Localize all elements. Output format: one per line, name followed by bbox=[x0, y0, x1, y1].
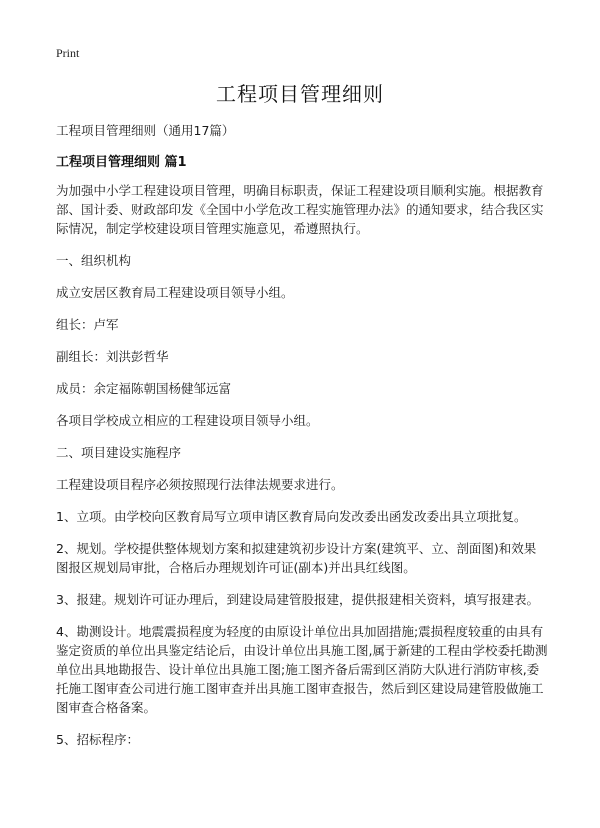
paragraph-group-leader: 组长：卢军 bbox=[56, 317, 119, 332]
paragraph-step-bidding: 5、招标程序： bbox=[56, 732, 139, 747]
paragraph-step-survey-design: 4、勘测设计。地震震损程度为轻度的由原设计单位出具加固措施;震损程度较重的由具有鉴定资质的单位出具鉴定结论后，由设计单位出具施工图,属于新建的工程由学校委托勘测单位出具地勘报告、设计单位出具施工图;施工图齐备后需到区消防大队进行消防审核,委托施工图审查公司进行施工图审查并出具施工图审查报告，然后到区建设局建管股做施工图审查合格备案。 bbox=[56, 624, 548, 715]
section-heading: 工程项目管理细则 篇1 bbox=[56, 155, 187, 170]
paragraph-intro: 为加强中小学工程建设项目管理，明确目标职责，保证工程建设项目顺利实施。根据教育部、国计委、财政部印发《全国中小学危改工程实施管理办法》的通知要求，结合我区实际情况，制定学校建设项目管理实施意见，希遵照执行。 bbox=[56, 183, 544, 236]
document-body bbox=[56, 181, 548, 762]
heading-procedure: 二、项目建设实施程序 bbox=[56, 445, 182, 460]
paragraph-step-approval: 1、立项。由学校向区教育局写立项申请区教育局向发改委出函发改委出具立项批复。 bbox=[56, 509, 527, 524]
document-subtitle: 工程项目管理细则（通用17篇） bbox=[56, 123, 235, 138]
paragraph-legal-requirements: 工程建设项目程序必须按照现行法律法规要求进行。 bbox=[56, 477, 344, 492]
paragraph-step-planning: 2、规划。学校提供整体规划方案和拟建建筑初步设计方案(建筑平、立、剖面图)和效果图报区规划局审批，合格后办理规划许可证(副本)并出具红线图。 bbox=[56, 541, 537, 575]
paragraph-deputy-leader: 副组长：刘洪彭哲华 bbox=[56, 349, 169, 364]
paragraph-school-groups: 各项目学校成立相应的工程建设项目领导小组。 bbox=[56, 413, 319, 428]
paragraph-leading-group: 成立安居区教育局工程建设项目领导小组。 bbox=[56, 285, 294, 300]
page-title: 工程项目管理细则 bbox=[216, 82, 384, 106]
print-label[interactable]: Print bbox=[56, 46, 80, 60]
paragraph-members: 成员：余定福陈朝国杨健邹远富 bbox=[56, 381, 232, 396]
paragraph-step-registration: 3、报建。规划许可证办理后，到建设局建管股报建，提供报建相关资料，填写报建表。 bbox=[56, 592, 539, 607]
heading-organization: 一、组织机构 bbox=[56, 253, 132, 268]
